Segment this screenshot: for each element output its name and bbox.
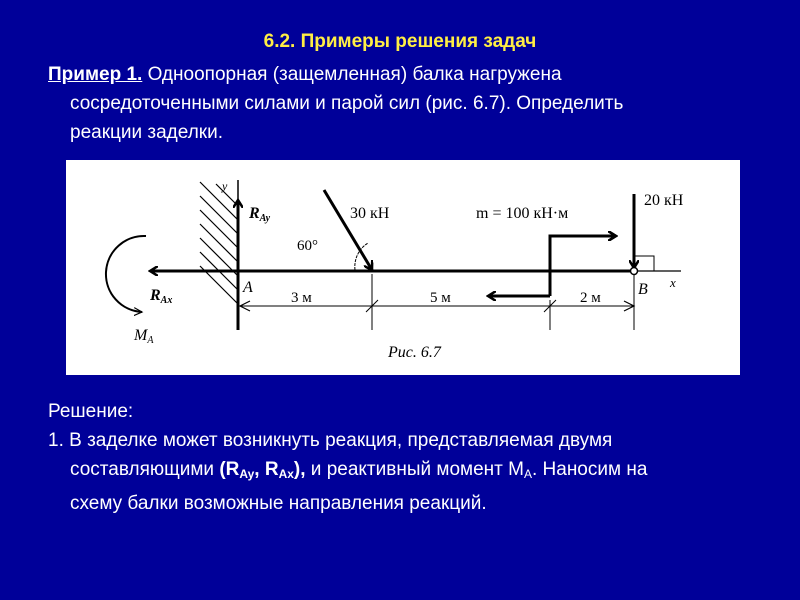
couple-upper-arm <box>550 236 616 296</box>
beam-figure <box>66 160 740 375</box>
y-axis-label: y <box>222 179 228 193</box>
m-a-label: M <box>134 327 148 344</box>
force-20-label: 20 кН <box>644 192 684 209</box>
problem-line-1: Одноопорная (защемленная) балка нагружена <box>142 64 562 85</box>
angle-label: 60° <box>297 238 318 254</box>
point-b-marker <box>631 268 638 275</box>
x-axis-label: x <box>670 275 676 290</box>
dimension-5m: 5 м <box>430 290 451 306</box>
solution-block <box>48 397 778 518</box>
point-a-label: A <box>243 279 253 296</box>
svg-text:RAx: RAx <box>150 287 173 306</box>
problem-statement <box>48 60 768 147</box>
problem-line-2: сосредоточенными силами и парой сил (рис. 6.7). Определить <box>70 93 624 114</box>
fixed-support-hatching <box>200 182 238 304</box>
moment-a-arc <box>106 236 146 312</box>
svg-text:RAy: RAy <box>249 205 271 224</box>
solution-line-2: составляющими ($R_{Ay}$, $R_{Ax}$), и реактивный момент $M_A$. Наносим на <box>70 459 648 481</box>
force-30-label: 30 кН <box>350 205 390 222</box>
dimension-3m: 3 м <box>291 290 312 306</box>
problem-line-3: реакции заделки. <box>70 122 223 143</box>
solution-heading: Решение: <box>48 401 134 422</box>
dimension-2m: 2 м <box>580 290 601 306</box>
r-ax-label: R <box>150 287 161 304</box>
solution-line-3: схему балки возможные направления реакций. <box>70 493 487 514</box>
force-30-arrow <box>324 190 372 270</box>
moment-m-label: m = 100 кН·м <box>476 205 569 222</box>
slide-title: 6.2. Примеры решения задач <box>263 31 537 52</box>
solution-line-1: 1. В заделке может возникнуть реакция, представляемая двумя <box>48 430 613 451</box>
beam-diagram <box>66 160 740 375</box>
figure-caption: Рис. 6.7 <box>388 344 441 361</box>
point-b-label: B <box>638 281 648 298</box>
svg-text:MA: MA <box>134 327 154 346</box>
r-ay-label: R <box>249 205 260 222</box>
example-label: Пример 1. <box>48 64 143 85</box>
